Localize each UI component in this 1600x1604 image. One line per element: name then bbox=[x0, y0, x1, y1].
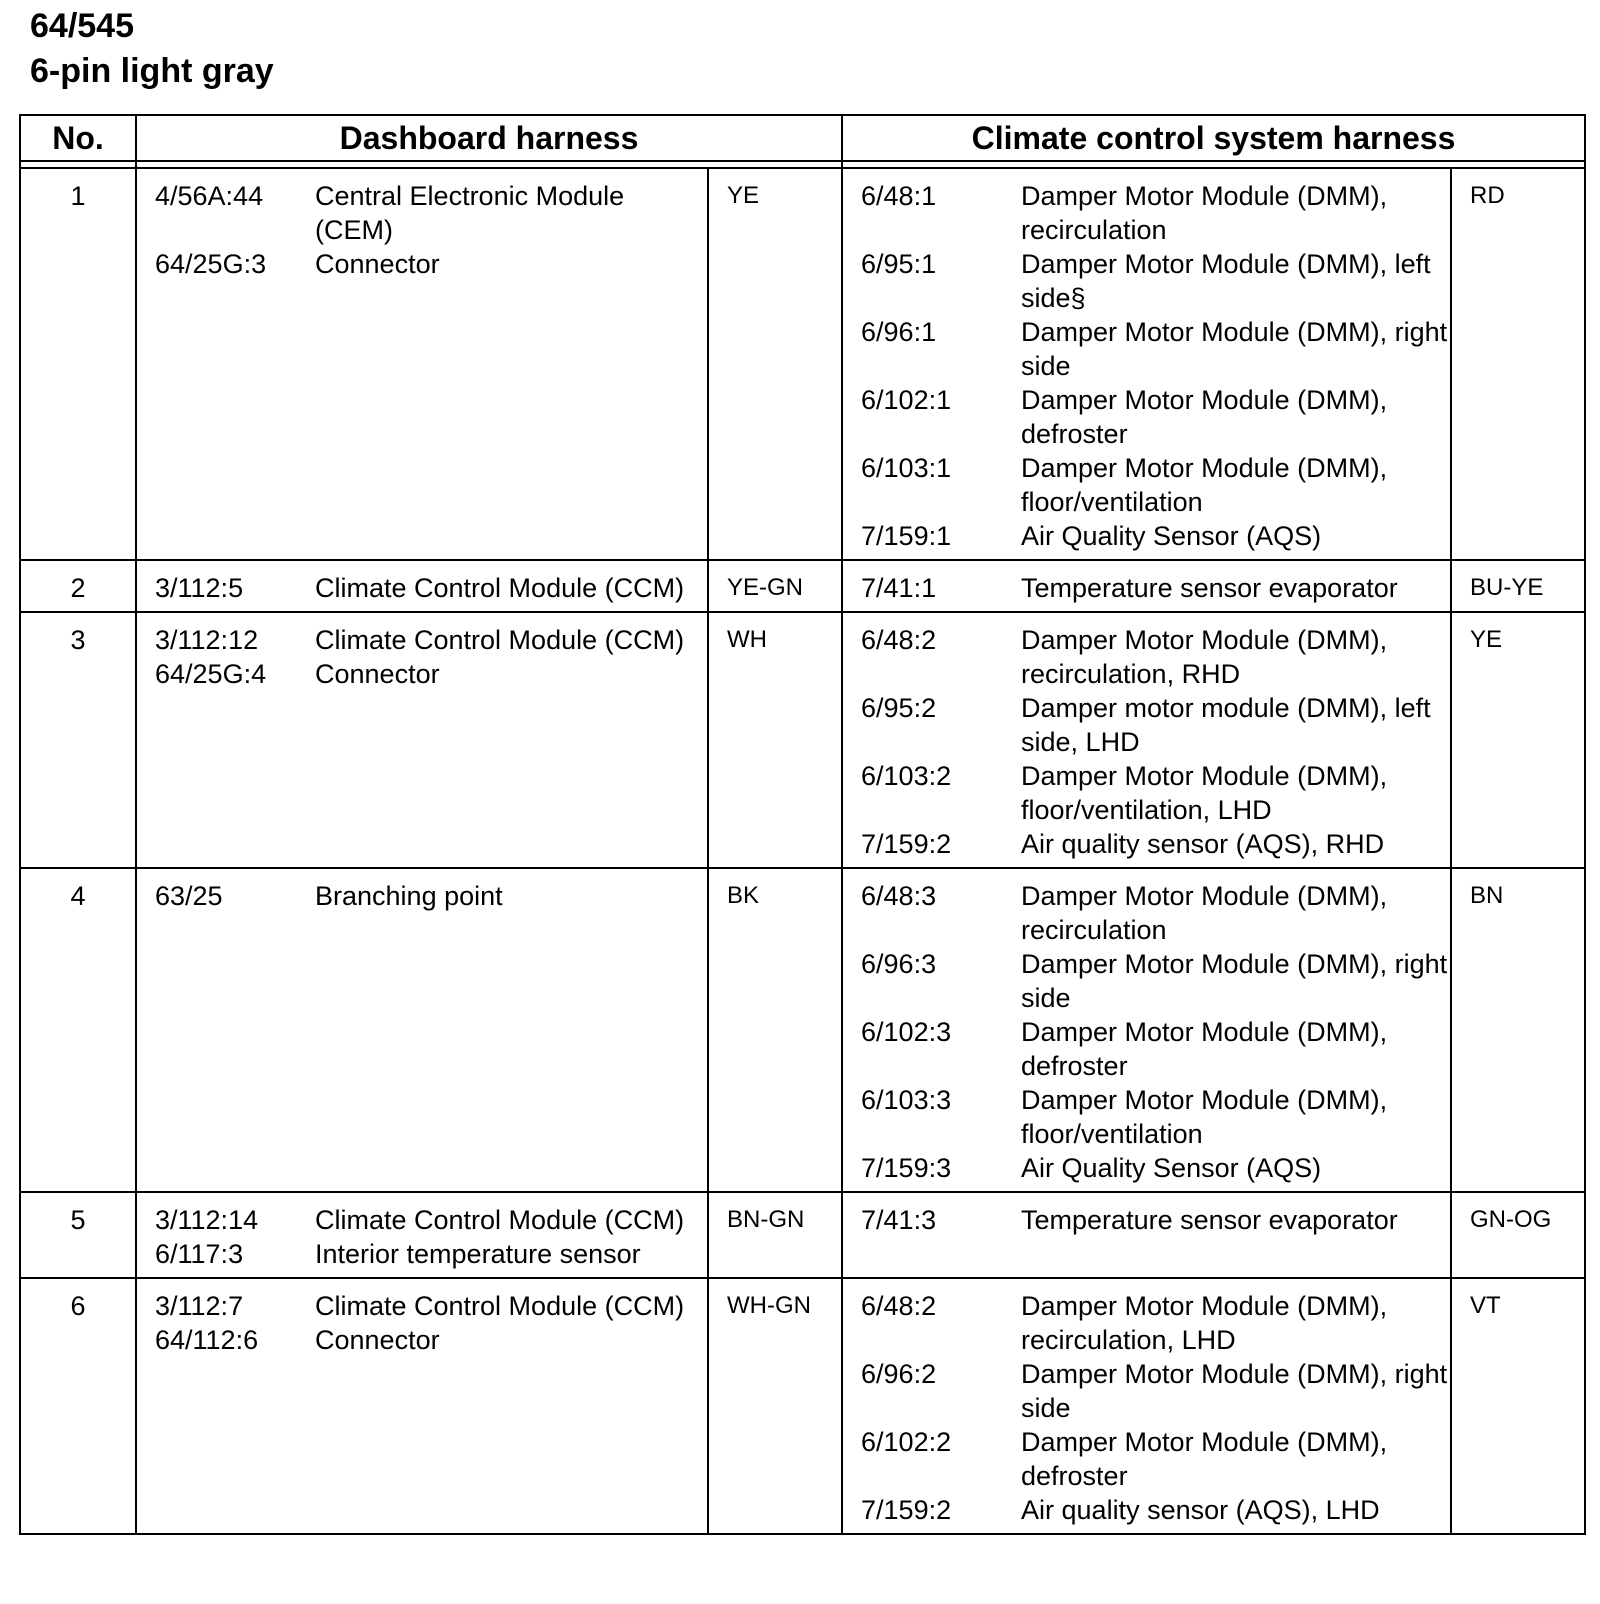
climate-pin: 6/48:2 bbox=[861, 625, 937, 655]
climate-entries bbox=[843, 623, 1450, 861]
climate-wire-color: YE bbox=[1451, 612, 1585, 868]
table-row bbox=[20, 560, 1585, 612]
dashboard-pin: 64/25G:4 bbox=[155, 659, 267, 689]
dashboard-pin: 3/112:5 bbox=[155, 573, 244, 603]
climate-wire-color: RD bbox=[1451, 168, 1585, 560]
dashboard-entries bbox=[137, 623, 707, 691]
dashboard-pin: 64/112:6 bbox=[155, 1325, 259, 1355]
dashboard-entry bbox=[137, 571, 707, 605]
climate-wire-color: GN-OG bbox=[1451, 1192, 1585, 1278]
climate-harness-cell bbox=[842, 868, 1451, 1192]
climate-entry bbox=[843, 1015, 1450, 1083]
dashboard-description: Interior temperature sensor bbox=[315, 1239, 641, 1269]
climate-description: Air Quality Sensor (AQS) bbox=[1021, 1153, 1322, 1183]
dashboard-wire-color: WH-GN bbox=[708, 1278, 842, 1534]
connector-description: 6-pin light gray bbox=[30, 52, 274, 90]
dashboard-entry bbox=[137, 179, 707, 247]
climate-pin: 6/102:3 bbox=[861, 1017, 952, 1047]
dashboard-entries bbox=[137, 179, 707, 281]
climate-entry bbox=[843, 519, 1450, 553]
table-row bbox=[20, 612, 1585, 868]
climate-entries bbox=[843, 571, 1450, 605]
climate-harness-cell bbox=[842, 612, 1451, 868]
climate-entry bbox=[843, 1151, 1450, 1185]
dashboard-harness-cell bbox=[136, 868, 708, 1192]
climate-entry bbox=[843, 623, 1450, 691]
climate-description: Damper Motor Module (DMM), defroster bbox=[1021, 1017, 1388, 1081]
dashboard-entry bbox=[137, 657, 707, 691]
table-row bbox=[20, 1192, 1585, 1278]
climate-pin: 6/96:2 bbox=[861, 1359, 937, 1389]
dashboard-description: Climate Control Module (CCM) bbox=[315, 1291, 685, 1321]
dashboard-entries bbox=[137, 1289, 707, 1357]
dashboard-entries bbox=[137, 571, 707, 605]
climate-description: Damper Motor Module (DMM), floor/ventilation bbox=[1021, 1085, 1388, 1149]
dashboard-wire-color: YE bbox=[708, 168, 842, 560]
climate-pin: 6/48:1 bbox=[861, 181, 937, 211]
dashboard-harness-cell bbox=[136, 1192, 708, 1278]
climate-entries bbox=[843, 1203, 1450, 1237]
climate-description: Damper Motor Module (DMM), left side§ bbox=[1021, 249, 1431, 313]
dashboard-description: Climate Control Module (CCM) bbox=[315, 1205, 685, 1235]
dashboard-pin: 4/56A:44 bbox=[155, 181, 264, 211]
climate-harness-cell bbox=[842, 168, 1451, 560]
climate-wire-color: BU-YE bbox=[1451, 560, 1585, 612]
dashboard-description: Climate Control Module (CCM) bbox=[315, 625, 685, 655]
climate-description: Damper Motor Module (DMM), floor/ventilation, LHD bbox=[1021, 761, 1388, 825]
climate-entry bbox=[843, 247, 1450, 315]
climate-pin: 6/48:2 bbox=[861, 1291, 937, 1321]
climate-wire-color: VT bbox=[1451, 1278, 1585, 1534]
climate-pin: 6/103:1 bbox=[861, 453, 952, 483]
climate-pin: 7/41:3 bbox=[861, 1205, 937, 1235]
climate-pin: 7/159:1 bbox=[861, 521, 952, 551]
climate-pin: 6/102:2 bbox=[861, 1427, 952, 1457]
pin-number: 6 bbox=[20, 1278, 136, 1534]
table-row bbox=[20, 1278, 1585, 1534]
climate-entry bbox=[843, 383, 1450, 451]
dashboard-entry bbox=[137, 1323, 707, 1357]
climate-pin: 6/95:1 bbox=[861, 249, 937, 279]
table-header-row bbox=[20, 115, 1585, 161]
dashboard-harness-cell bbox=[136, 1278, 708, 1534]
dashboard-entry bbox=[137, 623, 707, 657]
table-row bbox=[20, 868, 1585, 1192]
dashboard-harness-cell bbox=[136, 612, 708, 868]
climate-entry bbox=[843, 315, 1450, 383]
climate-description: Air quality sensor (AQS), RHD bbox=[1021, 829, 1385, 859]
header-dashboard-harness: Dashboard harness bbox=[136, 115, 842, 161]
pin-number: 2 bbox=[20, 560, 136, 612]
climate-pin: 6/103:3 bbox=[861, 1085, 952, 1115]
dashboard-pin: 3/112:7 bbox=[155, 1291, 244, 1321]
climate-pin: 7/159:3 bbox=[861, 1153, 952, 1183]
climate-entries bbox=[843, 879, 1450, 1185]
climate-entry bbox=[843, 1289, 1450, 1357]
dashboard-pin: 6/117:3 bbox=[155, 1239, 244, 1269]
dashboard-wire-color: YE-GN bbox=[708, 560, 842, 612]
climate-pin: 7/41:1 bbox=[861, 573, 937, 603]
climate-description: Temperature sensor evaporator bbox=[1021, 1205, 1398, 1235]
climate-entry bbox=[843, 1203, 1450, 1237]
climate-entries bbox=[843, 1289, 1450, 1527]
climate-description: Temperature sensor evaporator bbox=[1021, 573, 1398, 603]
dashboard-entry bbox=[137, 1203, 707, 1237]
dashboard-description: Branching point bbox=[315, 881, 503, 911]
climate-entry bbox=[843, 179, 1450, 247]
dashboard-entry bbox=[137, 247, 707, 281]
table-row bbox=[20, 168, 1585, 560]
climate-entry bbox=[843, 1425, 1450, 1493]
pinout-table bbox=[19, 114, 1586, 1535]
climate-description: Damper Motor Module (DMM), right side bbox=[1021, 949, 1448, 1013]
pin-number: 3 bbox=[20, 612, 136, 868]
climate-description: Damper Motor Module (DMM), right side bbox=[1021, 317, 1448, 381]
climate-pin: 6/96:3 bbox=[861, 949, 937, 979]
header-spacer bbox=[20, 161, 1585, 168]
climate-wire-color: BN bbox=[1451, 868, 1585, 1192]
climate-harness-cell bbox=[842, 1192, 1451, 1278]
dashboard-description: Connector bbox=[315, 659, 440, 689]
climate-pin: 6/96:1 bbox=[861, 317, 937, 347]
climate-description: Damper Motor Module (DMM), floor/ventilation bbox=[1021, 453, 1388, 517]
climate-pin: 6/102:1 bbox=[861, 385, 952, 415]
header-no: No. bbox=[20, 115, 136, 161]
climate-description: Damper Motor Module (DMM), right side bbox=[1021, 1359, 1448, 1423]
dashboard-harness-cell bbox=[136, 560, 708, 612]
climate-entry bbox=[843, 571, 1450, 605]
dashboard-harness-cell bbox=[136, 168, 708, 560]
climate-entry bbox=[843, 1493, 1450, 1527]
dashboard-description: Central Electronic Module (CEM) bbox=[315, 181, 625, 245]
pin-number: 5 bbox=[20, 1192, 136, 1278]
climate-entry bbox=[843, 759, 1450, 827]
header-climate-harness: Climate control system harness bbox=[842, 115, 1585, 161]
climate-description: Damper Motor Module (DMM), defroster bbox=[1021, 1427, 1388, 1491]
climate-description: Damper Motor Module (DMM), recirculation, RHD bbox=[1021, 625, 1388, 689]
dashboard-entries bbox=[137, 879, 707, 913]
dashboard-pin: 3/112:14 bbox=[155, 1205, 259, 1235]
dashboard-description: Climate Control Module (CCM) bbox=[315, 573, 685, 603]
dashboard-description: Connector bbox=[315, 249, 440, 279]
dashboard-wire-color: BN-GN bbox=[708, 1192, 842, 1278]
climate-entry bbox=[843, 451, 1450, 519]
climate-harness-cell bbox=[842, 1278, 1451, 1534]
dashboard-wire-color: BK bbox=[708, 868, 842, 1192]
dashboard-wire-color: WH bbox=[708, 612, 842, 868]
climate-pin: 6/95:2 bbox=[861, 693, 937, 723]
climate-pin: 7/159:2 bbox=[861, 829, 952, 859]
climate-harness-cell bbox=[842, 560, 1451, 612]
climate-pin: 6/48:3 bbox=[861, 881, 937, 911]
climate-entry bbox=[843, 827, 1450, 861]
connector-header bbox=[30, 4, 274, 94]
climate-description: Damper motor module (DMM), left side, LHD bbox=[1021, 693, 1431, 757]
climate-description: Damper Motor Module (DMM), recirculation, LHD bbox=[1021, 1291, 1388, 1355]
climate-description: Damper Motor Module (DMM), recirculation bbox=[1021, 181, 1388, 245]
dashboard-entries bbox=[137, 1203, 707, 1271]
climate-description: Air Quality Sensor (AQS) bbox=[1021, 521, 1322, 551]
climate-pin: 7/159:2 bbox=[861, 1495, 952, 1525]
climate-description: Damper Motor Module (DMM), defroster bbox=[1021, 385, 1388, 449]
dashboard-description: Connector bbox=[315, 1325, 440, 1355]
climate-entries bbox=[843, 179, 1450, 553]
dashboard-pin: 3/112:12 bbox=[155, 625, 259, 655]
dashboard-pin: 63/25 bbox=[155, 881, 223, 911]
climate-entry bbox=[843, 1357, 1450, 1425]
pin-number: 1 bbox=[20, 168, 136, 560]
dashboard-entry bbox=[137, 879, 707, 913]
climate-description: Air quality sensor (AQS), LHD bbox=[1021, 1495, 1380, 1525]
connector-id: 64/545 bbox=[30, 7, 134, 45]
climate-entry bbox=[843, 691, 1450, 759]
table-body bbox=[20, 168, 1585, 1534]
climate-pin: 6/103:2 bbox=[861, 761, 952, 791]
dashboard-pin: 64/25G:3 bbox=[155, 249, 267, 279]
climate-entry bbox=[843, 1083, 1450, 1151]
dashboard-entry bbox=[137, 1237, 707, 1271]
pin-number: 4 bbox=[20, 868, 136, 1192]
climate-entry bbox=[843, 879, 1450, 947]
climate-entry bbox=[843, 947, 1450, 1015]
dashboard-entry bbox=[137, 1289, 707, 1323]
climate-description: Damper Motor Module (DMM), recirculation bbox=[1021, 881, 1388, 945]
